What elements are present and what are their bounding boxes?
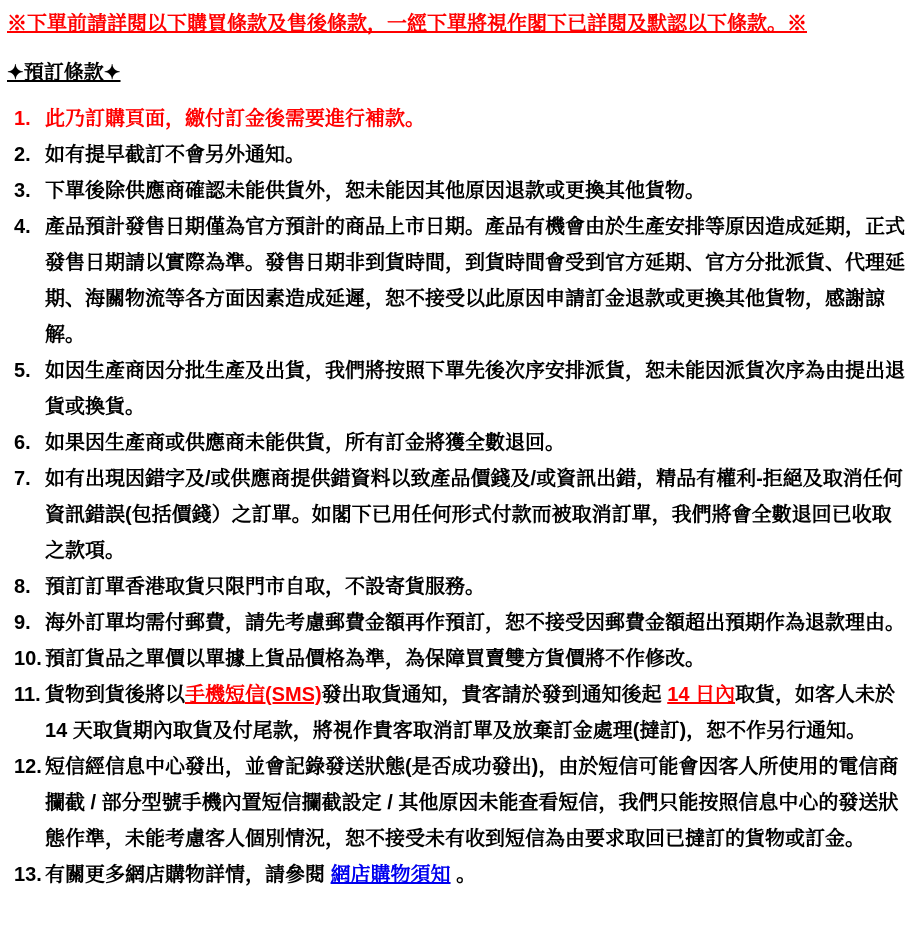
term-text-segment: 海外訂單均需付郵費，請先考慮郵費金額再作預訂，恕不接受因郵費金額超出預期作為退款理由。 — [45, 612, 905, 634]
term-number: 5. — [14, 360, 31, 382]
term-text-segment: 如因生產商因分批生產及出貨，我們將按照下單先後次序安排派貨，恕未能因派貨次序為由提出退貨或換貨。 — [45, 360, 905, 418]
term-item-12 — [7, 749, 905, 857]
page-title: ※下單前請詳閱以下購買條款及售後條款，一經下單將視作閣下已詳閱及默認以下條款。※ — [7, 13, 807, 35]
term-item-3 — [7, 173, 905, 209]
term-text-segment: 預訂訂單香港取貨只限門市自取，不設寄貨服務。 — [45, 576, 485, 598]
term-text-segment: 此乃訂購頁面，繳付訂金後需要進行補款。 — [45, 108, 425, 130]
term-item-5 — [7, 353, 905, 425]
term-number: 1. — [14, 108, 31, 130]
term-number: 13. — [14, 864, 42, 886]
term-number: 10. — [14, 648, 42, 670]
sms-highlight: 手機短信(SMS) — [185, 684, 322, 706]
term-item-10 — [7, 641, 905, 677]
term-number: 6. — [14, 432, 31, 454]
term-text-segment: 。 — [450, 864, 477, 886]
term-item-8 — [7, 569, 905, 605]
term-number: 7. — [14, 468, 31, 490]
term-item-6 — [7, 425, 905, 461]
section-header-preorder-terms: ✦預訂條款✦ — [7, 62, 121, 84]
term-number: 8. — [14, 576, 31, 598]
term-number: 3. — [14, 180, 31, 202]
term-text-segment: 如果因生產商或供應商未能供貨，所有訂金將獲全數退回。 — [45, 432, 565, 454]
terms-list — [7, 101, 905, 893]
term-number: 2. — [14, 144, 31, 166]
term-item-13 — [7, 857, 905, 893]
term-item-1 — [7, 101, 905, 137]
term-item-4 — [7, 209, 905, 353]
term-text-segment: 貨物到貨後將以 — [45, 684, 185, 706]
term-text-segment: 短信經信息中心發出，並會記錄發送狀態(是否成功發出)，由於短信可能會因客人所使用的電信商攔截 / 部分型號手機內置短信攔截設定 / 其他原因未能查看短信，我們只能按照信息中心的發送狀態作準，未能考慮客人個別情況，恕不接受未有收到短信為由要求取回已撻訂的貨物或訂金。 — [45, 756, 899, 850]
term-text-segment: 如有出現因錯字及/或供應商提供錯資料以致產品價錢及/或資訊出錯，精品有權利-拒絕及取消任何資訊錯誤(包括價錢）之訂單。如閣下已用任何形式付款而被取消訂單，我們將會全數退回已收取之款項。 — [45, 468, 903, 562]
term-text-segment: 預訂貨品之單價以單據上貨品價格為準，為保障買賣雙方貨價將不作修改。 — [45, 648, 705, 670]
term-text-segment: 產品預計發售日期僅為官方預計的商品上市日期。產品有機會由於生產安排等原因造成延期，正式發售日期請以實際為準。發售日期非到貨時間，到貨時間會受到官方延期、官方分批派貨、代理延期、海關物流等各方面因素造成延遲，恕不接受以此原因申請訂金退款或更換其他貨物，感謝諒解。 — [45, 216, 905, 346]
term-number: 9. — [14, 612, 31, 634]
term-text-segment: 有關更多網店購物詳情，請參閱 — [45, 864, 331, 886]
term-number: 11. — [14, 684, 41, 706]
term-number: 12. — [14, 756, 42, 778]
term-text-segment: 如有提早截訂不會另外通知。 — [45, 144, 305, 166]
term-number: 4. — [14, 216, 31, 238]
term-item-2 — [7, 137, 905, 173]
term-item-9 — [7, 605, 905, 641]
pickup-deadline-highlight: 14 日內 — [667, 684, 736, 706]
shop-guide-link[interactable]: 網店購物須知 — [330, 864, 451, 886]
term-text-segment: 下單後除供應商確認未能供貨外，恕未能因其他原因退款或更換其他貨物。 — [45, 180, 705, 202]
term-text-segment: 取貨，如客人未於 14 天取貨期內取貨及付尾款，將視作貴客取消訂單及放棄訂金處理(撻訂)，恕不作另行通知。 — [45, 684, 896, 742]
term-text-segment: 發出取貨通知，貴客請於發到通知後起 — [321, 684, 668, 706]
term-item-7 — [7, 461, 905, 569]
term-item-11 — [7, 677, 905, 749]
